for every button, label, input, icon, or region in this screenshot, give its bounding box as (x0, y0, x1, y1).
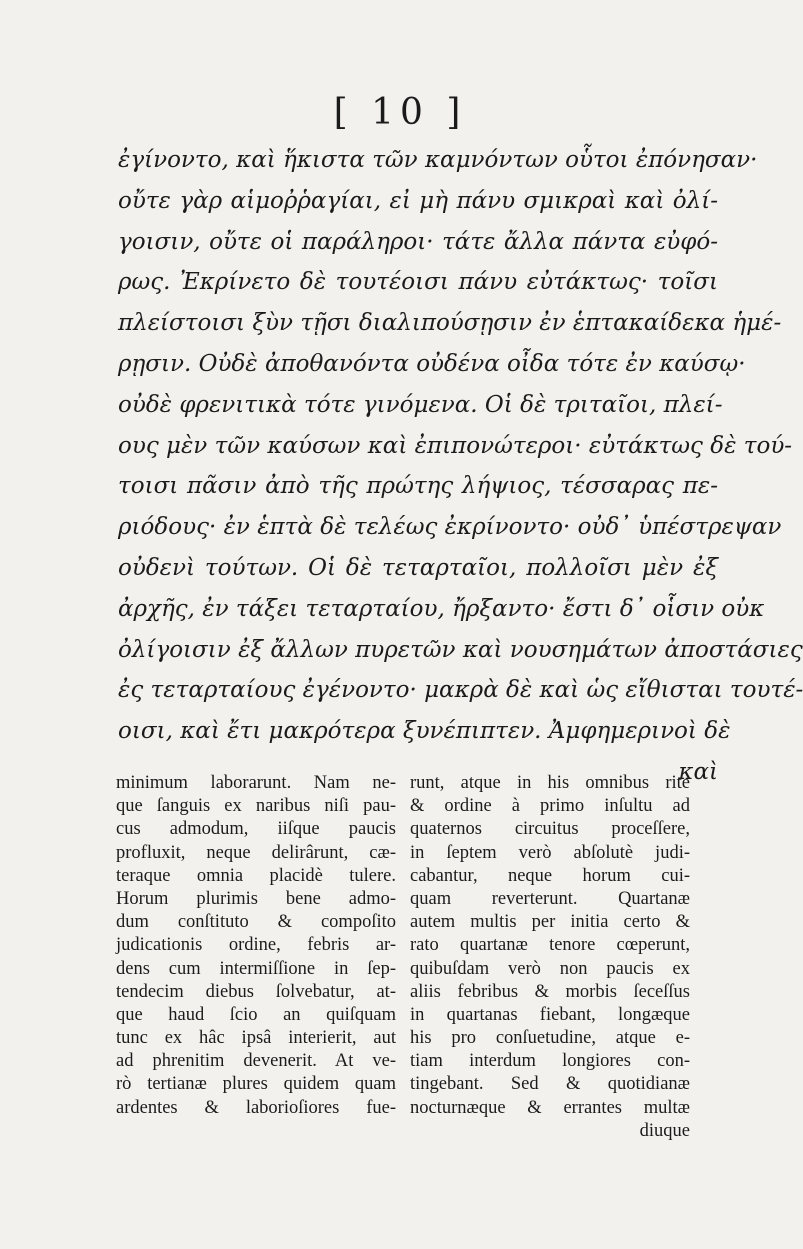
latin-line: rato quartanæ tenore cœperunt, (410, 935, 690, 956)
greek-line: τοισι πᾶσιν ἀπὸ τῆς πρώτης λήψιος, τέσσαρας πε- (118, 473, 718, 500)
latin-line: Horum plurimis bene admo- (116, 888, 396, 909)
latin-line: aliis febribus & morbis ſeceſſus (410, 981, 690, 1002)
greek-line: ρῃσιν. Οὐδὲ ἀποθανόντα οὐδένα οἶδα τότε ἐν καύσῳ· (118, 350, 746, 377)
latin-line: tiam interdum longiores con- (410, 1051, 690, 1072)
greek-line: πλείστοισι ξὺν τῇσι διαλιπούσῃσιν ἐν ἑπτακαίδεκα ἡμέ- (118, 310, 782, 337)
latin-line: dum conſtituto & compoſito (116, 912, 396, 933)
latin-line: ad phrenitim devenerit. At ve- (116, 1051, 396, 1072)
greek-line: ἀρχῆς, ἐν τάξει τεταρταίου, ἤρξαντο· ἔστι δ᾽ οἷσιν οὐκ (118, 595, 765, 622)
latin-line: dens cum intermiſſione in ſep- (116, 958, 396, 979)
latin-line: que haud ſcio an quiſquam (116, 1004, 396, 1025)
catchword: diuque (639, 1120, 690, 1141)
latin-line: runt, atque in his omnibus rite (410, 773, 690, 793)
greek-line: οὔτε γὰρ αἱμοῤῥαγίαι, εἰ μὴ πάνυ σμικραὶ καὶ ὀλί- (118, 187, 718, 214)
greek-line: ὀλίγοισιν ἐξ ἄλλων πυρετῶν καὶ νουσημάτων ἀποστάσιες (118, 636, 803, 663)
greek-line: ριόδους· ἐν ἑπτὰ δὲ τελέως ἐκρίνοντο· οὐδ᾽ ὑπέστρεψαν (118, 514, 782, 541)
latin-line: his pro conſuetudine, atque e- (410, 1028, 690, 1049)
latin-line: nocturnæque & errantes multæ (410, 1097, 690, 1118)
latin-line: teraque omnia placidè tulere. (116, 865, 396, 886)
latin-line: quibuſdam verò non paucis ex (410, 958, 690, 979)
greek-line: ους μὲν τῶν καύσων καὶ ἐπιπονώτεροι· εὐτάκτως δὲ τού- (118, 432, 793, 459)
latin-line: quaternos circuitus proceſſere, (410, 819, 690, 840)
greek-line: οὐδὲ φρενιτικὰ τότε γινόμενα. Οἱ δὲ τριταῖοι, πλεί- (118, 391, 723, 418)
page-number: [ 10 ] (333, 92, 467, 133)
latin-line: & ordine à primo inſultu ad (410, 796, 690, 817)
latin-line: rò tertianæ plures quidem quam (116, 1074, 396, 1095)
latin-line: tunc ex hâc ipsâ interierit, aut (116, 1028, 396, 1049)
latin-line: minimum laborarunt. Nam ne- (116, 773, 396, 793)
greek-line: γοισιν, οὔτε οἱ παράληροι· τάτε ἄλλα πάντα εὐφό- (118, 228, 718, 255)
latin-line: ardentes & laborioſiores fue- (116, 1097, 396, 1118)
latin-line: que ſanguis ex naribus niſi pau- (116, 796, 396, 817)
latin-line: tendecim diebus ſolvebatur, at- (116, 981, 396, 1002)
latin-column-left (116, 772, 396, 1120)
latin-column-right (410, 772, 690, 1143)
latin-line: tingebant. Sed & quotidianæ (410, 1074, 690, 1095)
greek-line: ἐς τεταρταίους ἐγένοντο· μακρὰ δὲ καὶ ὡς εἴθισται τουτέ- (118, 677, 803, 704)
greek-line: ἐγίνοντο, καὶ ἥκιστα τῶν καμνόντων οὗτοι ἐπόνησαν· (118, 147, 758, 173)
greek-line: ρως. Ἐκρίνετο δὲ τουτέοισι πάνυ εὐτάκτως· τοῖσι (118, 269, 718, 296)
latin-line: profluxit, neque delirârunt, cæ- (116, 842, 396, 863)
latin-line: in ſeptem verò abſolutè judi- (410, 842, 690, 863)
latin-line: autem multis per initia certo & (410, 912, 690, 933)
latin-line: quam reverterunt. Quartanæ (410, 888, 690, 909)
latin-line: judicationis ordine, febris ar- (116, 935, 396, 956)
latin-line: in quartanas fiebant, longæque (410, 1004, 690, 1025)
latin-line: cabantur, neque horum cui- (410, 865, 690, 886)
greek-line: οισι, καὶ ἔτι μακρότερα ξυνέπιπτεν. Ἀμφημερινοὶ δὲ (118, 718, 731, 745)
catchword: καὶ (678, 758, 718, 785)
greek-line: οὐδενὶ τούτων. Οἱ δὲ τεταρταῖοι, πολλοῖσι μὲν ἐξ (118, 554, 718, 581)
greek-text-block (118, 140, 803, 793)
latin-line: cus admodum, iiſque paucis (116, 819, 396, 840)
